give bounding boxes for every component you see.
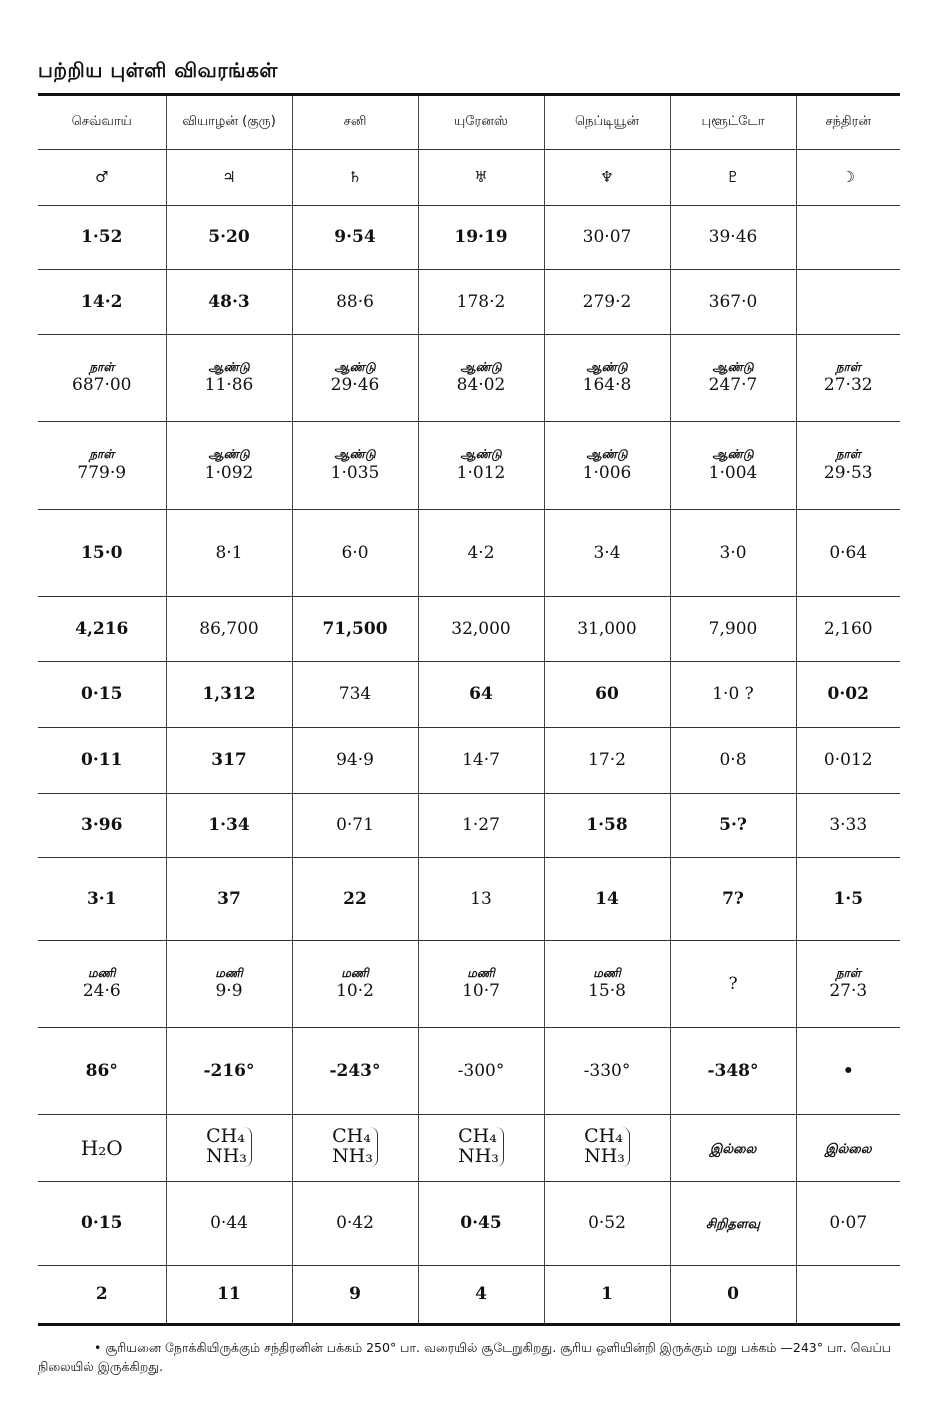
table-cell [38, 422, 166, 510]
table-cell: 14·2 [38, 270, 166, 335]
table-cell [796, 422, 900, 510]
table-cell [166, 422, 292, 510]
table-cell [166, 1115, 292, 1182]
table-cell: 0·11 [38, 728, 166, 794]
table-cell [670, 422, 796, 510]
unit-label: ஆண்டு [460, 447, 502, 462]
unit-label: மணி [467, 965, 495, 980]
table-cell: 31,000 [544, 597, 670, 662]
unit-label: நாள் [835, 359, 861, 374]
table-cell: 7? [670, 858, 796, 941]
table-cell: 2 [38, 1266, 166, 1325]
table-cell [796, 206, 900, 270]
table-cell [418, 941, 544, 1028]
table-cell: 3·0 [670, 510, 796, 597]
table-cell: 0·45 [418, 1182, 544, 1266]
unit-label: ஆண்டு [334, 447, 376, 462]
table-cell: 0·07 [796, 1182, 900, 1266]
table-cell: 11 [166, 1266, 292, 1325]
data-row-5 [38, 510, 900, 597]
footnote: • சூரியனை நோக்கியிருக்கும் சந்திரனின் பக்கம் 250° பா. வரையில் சூடேறுகிறது. சூரிய ஒளியின்றி இருக்கும் மறு பக்கம் —243° பா. வெப்ப நிலையில் இருக்கிறது. [38, 1340, 892, 1375]
table-cell [670, 1115, 796, 1182]
planet-data-table-container [38, 93, 900, 1326]
formula-ammonia: NH₃ [458, 1145, 499, 1168]
table-cell: 94·9 [292, 728, 418, 794]
table-cell: 64 [418, 662, 544, 728]
formula-methane: CH₄ [584, 1125, 623, 1148]
table-cell: -300° [418, 1028, 544, 1115]
data-row-13 [38, 1115, 900, 1182]
table-cell: 9·54 [292, 206, 418, 270]
pluto-symbol: ♇ [670, 150, 796, 206]
cell-value: 27·32 [823, 375, 873, 396]
col-header-pluto: புளூட்டோ [670, 95, 796, 150]
table-cell: 13 [418, 858, 544, 941]
table-cell: 5·? [670, 794, 796, 858]
table-cell: 1·5 [796, 858, 900, 941]
table-cell [38, 335, 166, 422]
table-cell: 86° [38, 1028, 166, 1115]
cell-value: 15·8 [588, 981, 626, 1002]
cell-value: 10·2 [336, 981, 374, 1002]
table-cell: 19·19 [418, 206, 544, 270]
cell-value: 1·035 [330, 462, 380, 483]
cell-value: 29·53 [823, 462, 873, 483]
data-row-8 [38, 728, 900, 794]
table-cell [544, 941, 670, 1028]
data-row-3 [38, 335, 900, 422]
small-amount-text: சிறிதளவு [705, 1217, 760, 1233]
table-cell: 1·52 [38, 206, 166, 270]
table-cell [544, 1115, 670, 1182]
col-header-mars: செவ்வாய் [38, 95, 166, 150]
cell-value: ? [728, 973, 738, 994]
data-row-6 [38, 597, 900, 662]
table-cell: 317 [166, 728, 292, 794]
table-cell [166, 941, 292, 1028]
data-row-9 [38, 794, 900, 858]
table-cell: 14 [544, 858, 670, 941]
table-cell: 4·2 [418, 510, 544, 597]
table-cell: 30·07 [544, 206, 670, 270]
formula-methane: CH₄ [332, 1125, 371, 1148]
table-cell: 8·1 [166, 510, 292, 597]
unit-label: ஆண்டு [586, 359, 628, 374]
uranus-symbol: ♅ [418, 150, 544, 206]
table-cell [796, 941, 900, 1028]
cell-value: 687·00 [72, 375, 132, 396]
table-cell: 32,000 [418, 597, 544, 662]
table-cell [418, 335, 544, 422]
cell-value: 1·004 [708, 462, 758, 483]
table-cell: 3·33 [796, 794, 900, 858]
cell-value: 24·6 [82, 981, 121, 1002]
table-cell: 3·4 [544, 510, 670, 597]
table-cell: 2,160 [796, 597, 900, 662]
table-cell: -243° [292, 1028, 418, 1115]
table-cell: 0·42 [292, 1182, 418, 1266]
cell-value: 29·46 [330, 375, 380, 396]
table-cell [418, 1115, 544, 1182]
data-row-4 [38, 422, 900, 510]
table-cell: 1·34 [166, 794, 292, 858]
table-cell [38, 941, 166, 1028]
formula-ammonia: NH₃ [206, 1145, 247, 1168]
table-cell [796, 270, 900, 335]
table-cell [418, 422, 544, 510]
table-cell: 0 [670, 1266, 796, 1325]
neptune-symbol: ♆ [544, 150, 670, 206]
table-cell: • [796, 1028, 900, 1115]
unit-label: ஆண்டு [712, 359, 754, 374]
table-cell: 6·0 [292, 510, 418, 597]
unit-label: நாள் [89, 359, 115, 374]
table-cell: 60 [544, 662, 670, 728]
col-header-neptune: நெப்டியூன் [544, 95, 670, 150]
formula-group [332, 1127, 378, 1167]
table-cell: 17·2 [544, 728, 670, 794]
table-cell [796, 1266, 900, 1325]
none-text: இல்லை [709, 1141, 757, 1157]
table-cell: 7,900 [670, 597, 796, 662]
table-cell [38, 1115, 166, 1182]
cell-value: 11·86 [204, 375, 254, 396]
col-header-saturn: சனி [292, 95, 418, 150]
cell-value: 84·02 [456, 375, 506, 396]
table-cell [670, 1182, 796, 1266]
unit-label: ஆண்டு [208, 447, 250, 462]
table-cell [544, 335, 670, 422]
formula-methane: CH₄ [458, 1125, 497, 1148]
table-cell [292, 422, 418, 510]
table-cell: 88·6 [292, 270, 418, 335]
table-cell: -330° [544, 1028, 670, 1115]
col-header-moon: சந்திரன் [796, 95, 900, 150]
data-row-7 [38, 662, 900, 728]
table-cell: 15·0 [38, 510, 166, 597]
unit-label: மணி [593, 965, 621, 980]
table-cell [796, 335, 900, 422]
table-cell: 1·0 ? [670, 662, 796, 728]
saturn-symbol: ♄ [292, 150, 418, 206]
table-cell [796, 1115, 900, 1182]
unit-label: நாள் [89, 447, 115, 462]
table-cell: 0·8 [670, 728, 796, 794]
formula-ammonia: NH₃ [584, 1145, 625, 1168]
jupiter-symbol: ♃ [166, 150, 292, 206]
table-cell: 3·1 [38, 858, 166, 941]
formula-group [206, 1127, 252, 1167]
unit-label: மணி [341, 965, 369, 980]
unit-label: ஆண்டு [460, 359, 502, 374]
table-cell [292, 1115, 418, 1182]
data-row-2 [38, 270, 900, 335]
unit-label: நாள் [835, 965, 861, 980]
page-heading: பற்றிய புள்ளி விவரங்கள் [38, 58, 278, 82]
data-row-14 [38, 1182, 900, 1266]
data-row-1 [38, 206, 900, 270]
table-cell: -348° [670, 1028, 796, 1115]
cell-value: 9·9 [215, 981, 243, 1002]
formula-methane: CH₄ [206, 1125, 245, 1148]
cell-value: 164·8 [582, 375, 632, 396]
cell-value: 10·7 [462, 981, 500, 1002]
table-cell: 5·20 [166, 206, 292, 270]
table-cell [670, 335, 796, 422]
table-cell: 734 [292, 662, 418, 728]
table-cell: 0·71 [292, 794, 418, 858]
table-cell: 0·012 [796, 728, 900, 794]
table-cell: 71,500 [292, 597, 418, 662]
col-header-jupiter: வியாழன் (குரு) [166, 95, 292, 150]
data-row-15 [38, 1266, 900, 1325]
table-cell: 0·02 [796, 662, 900, 728]
table-cell [670, 941, 796, 1028]
table-cell: 1·27 [418, 794, 544, 858]
mars-symbol: ♂ [38, 150, 166, 206]
table-cell: 0·64 [796, 510, 900, 597]
col-header-uranus: யுரேனஸ் [418, 95, 544, 150]
cell-value: 1·012 [456, 462, 506, 483]
none-text: இல்லை [824, 1141, 872, 1157]
unit-label: ஆண்டு [712, 447, 754, 462]
cell-value: 779·9 [77, 462, 127, 483]
table-cell: 178·2 [418, 270, 544, 335]
table-cell: 37 [166, 858, 292, 941]
unit-label: ஆண்டு [334, 359, 376, 374]
unit-label: மணி [215, 965, 243, 980]
table-cell: 48·3 [166, 270, 292, 335]
table-cell: 3·96 [38, 794, 166, 858]
table-cell: 4,216 [38, 597, 166, 662]
table-cell: 0·52 [544, 1182, 670, 1266]
table-cell: 1 [544, 1266, 670, 1325]
formula-group [584, 1127, 630, 1167]
table-cell: 9 [292, 1266, 418, 1325]
table-cell: 279·2 [544, 270, 670, 335]
moon-symbol: ☽ [796, 150, 900, 206]
table-cell: 14·7 [418, 728, 544, 794]
cell-value: 247·7 [708, 375, 758, 396]
header-row [38, 95, 900, 150]
unit-label: ஆண்டு [586, 447, 628, 462]
table-cell: 1,312 [166, 662, 292, 728]
table-cell: 0·15 [38, 662, 166, 728]
cell-value: 27·3 [829, 981, 868, 1002]
formula-water: H₂O [80, 1135, 123, 1160]
table-cell [292, 335, 418, 422]
cell-value: 1·092 [204, 462, 254, 483]
data-row-11 [38, 941, 900, 1028]
table-cell: 39·46 [670, 206, 796, 270]
table-cell: 0·15 [38, 1182, 166, 1266]
table-cell [292, 941, 418, 1028]
table-cell: 1·58 [544, 794, 670, 858]
table-cell: 0·44 [166, 1182, 292, 1266]
table-cell: 4 [418, 1266, 544, 1325]
table-cell: -216° [166, 1028, 292, 1115]
symbol-row [38, 150, 900, 206]
data-row-10 [38, 858, 900, 941]
unit-label: ஆண்டு [208, 359, 250, 374]
table-cell: 86,700 [166, 597, 292, 662]
table-cell [166, 335, 292, 422]
table-cell: 367·0 [670, 270, 796, 335]
table-cell [544, 422, 670, 510]
data-row-12 [38, 1028, 900, 1115]
planet-data-table [38, 93, 900, 1326]
formula-ammonia: NH₃ [332, 1145, 373, 1168]
formula-group [458, 1127, 504, 1167]
unit-label: மணி [87, 965, 116, 980]
cell-value: 1·006 [582, 462, 632, 483]
unit-label: நாள் [835, 447, 861, 462]
table-cell: 22 [292, 858, 418, 941]
